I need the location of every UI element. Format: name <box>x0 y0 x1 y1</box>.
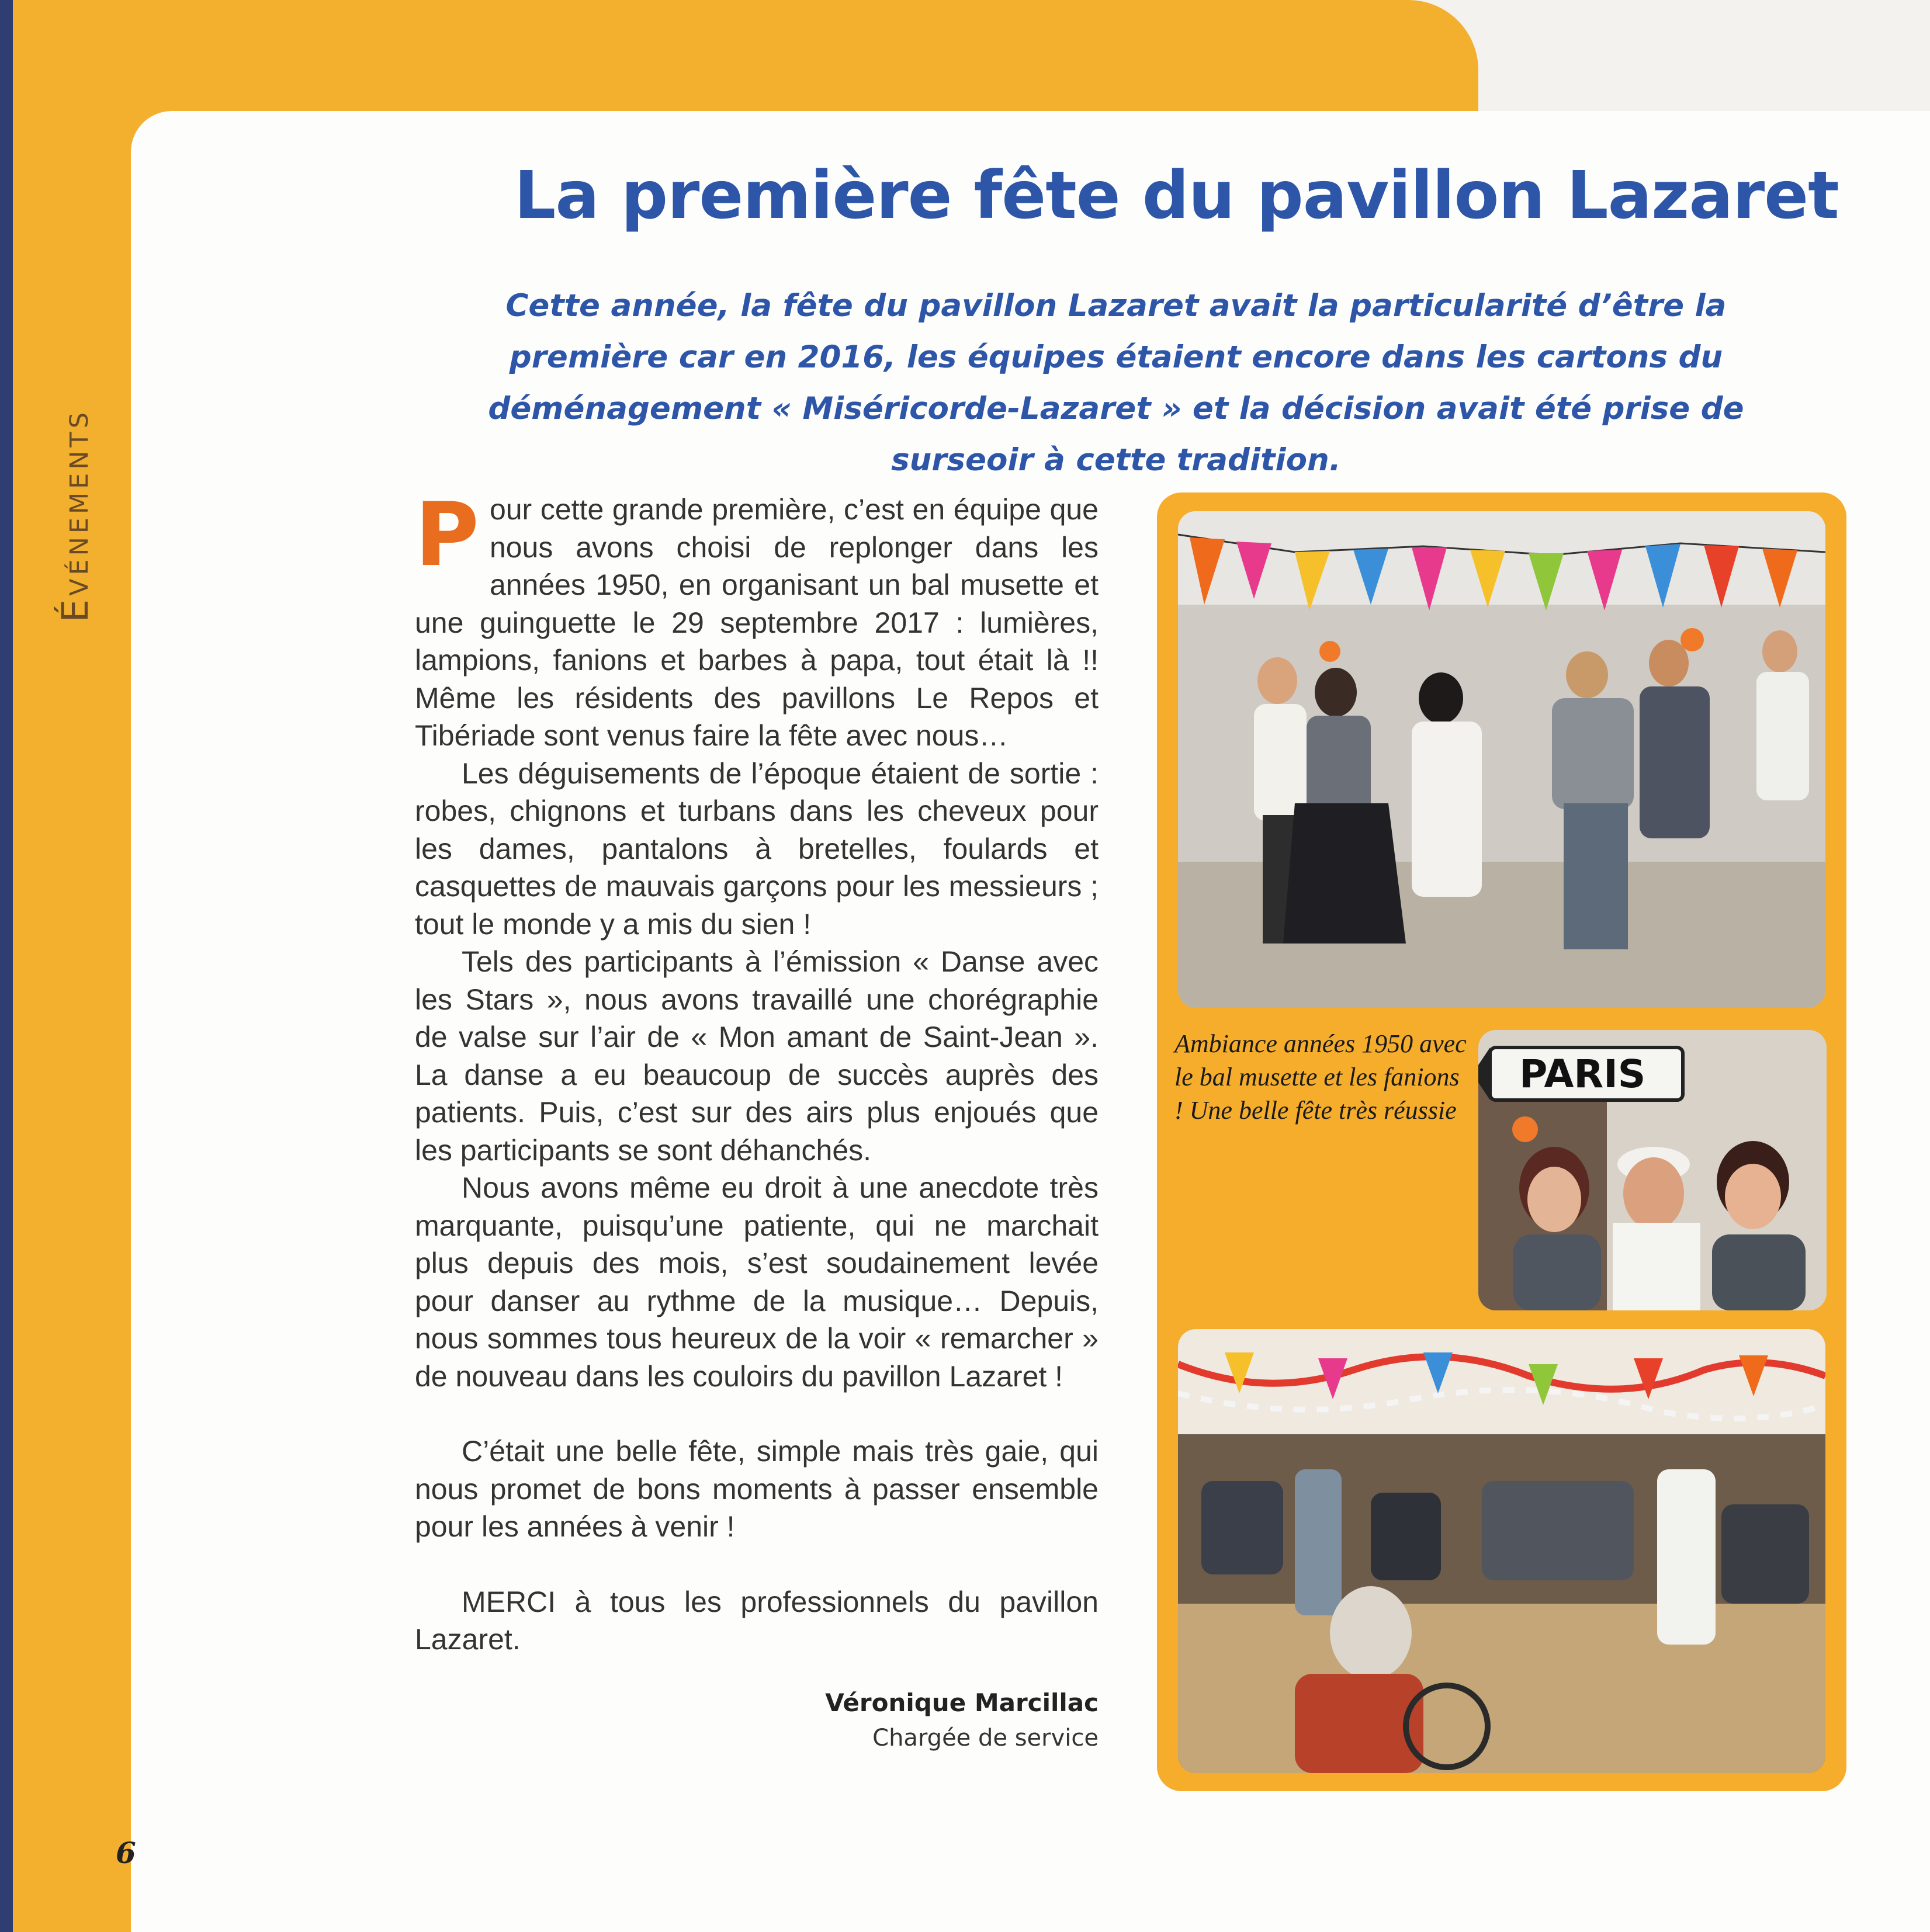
paris-sign: PARIS <box>1519 1052 1646 1097</box>
paragraph-5: C’était une belle fête, simple mais très gaie, qui nous promet de bons moments à passer ensemble pour les années à venir ! <box>415 1435 1099 1543</box>
paragraph-2: Les déguisements de l’époque étaient de sortie : robes, chignons et turbans dans les cheveux pour les dames, pantalons à bretelles, foulards et casquettes de mauvais garçons pour les messieurs ; tout le monde y a mis du sien ! <box>415 757 1099 941</box>
section-label <box>54 409 96 623</box>
paragraph-1 <box>415 484 1099 755</box>
paragraph-4: Nous avons même eu droit à une anecdote très marquante, puisqu’une patiente, qui ne marchait plus depuis des mois, s’est soudainement levée pour danser au rythme de la musique… Depuis, nous sommes tous heureux de la voir « remarcher » de nouveau dans les couloirs du pavillon Lazaret ! <box>415 1171 1099 1393</box>
article-body <box>415 484 1099 1659</box>
dropcap: P <box>415 484 479 586</box>
author-role: Chargée de service <box>872 1725 1099 1751</box>
page-edge <box>0 0 13 1932</box>
paragraph-1-text: our cette grande première, c’est en équipe que nous avons choisi de replonger dans les années 1950, en organisant un bal musette et une guinguette le 29 septembre 2017 : lumières, lampions, fanions et barbes à papa, tout était là !! Même les résidents des pavillons Le Repos et Tibériade sont venus faire la fête avec nous… <box>415 493 1099 752</box>
paragraph-3: Tels des participants à l’émission « Danse avec les Stars », nous avons travaillé une chorégraphie de valse sur l’air de « Mon amant de Saint-Jean ». La danse a eu beaucoup de succès auprès des patients. Puis, c’est sur des airs plus enjoués que les participants se sont déhanchés. <box>415 945 1099 1167</box>
signature <box>701 1685 1099 1756</box>
dance-photo <box>1178 511 1825 1008</box>
photo-caption: Ambiance années 1950 avec le bal musette et les fanions ! Une belle fête très réussie <box>1174 1029 1467 1125</box>
section-label-text: Événements <box>54 409 96 623</box>
page-number-text: 6 <box>116 1836 136 1870</box>
paragraph-6: MERCI à tous les professionnels du pavillon Lazaret. <box>415 1585 1099 1656</box>
page-number <box>70 1829 175 1893</box>
hall-photo-image <box>1178 1329 1825 1773</box>
portrait-photo <box>1478 1030 1827 1310</box>
author-name: Véronique Marcillac <box>825 1688 1099 1717</box>
page-number-arrow <box>70 1829 105 1893</box>
portrait-photo-image <box>1478 1030 1827 1310</box>
article-title: La première fête du pavillon Lazaret <box>514 158 1839 234</box>
photo-column <box>1157 492 1846 1791</box>
dance-photo-image <box>1178 511 1825 1008</box>
article-intro: Cette année, la fête du pavillon Lazaret avait la particularité d’être la première car en 2016, les équipes étaient encore dans les cartons du déménagement « Miséricorde-Lazaret » et la décision avait été prise de surseoir à cette tradition. <box>488 288 1744 478</box>
hall-photo <box>1178 1329 1825 1773</box>
